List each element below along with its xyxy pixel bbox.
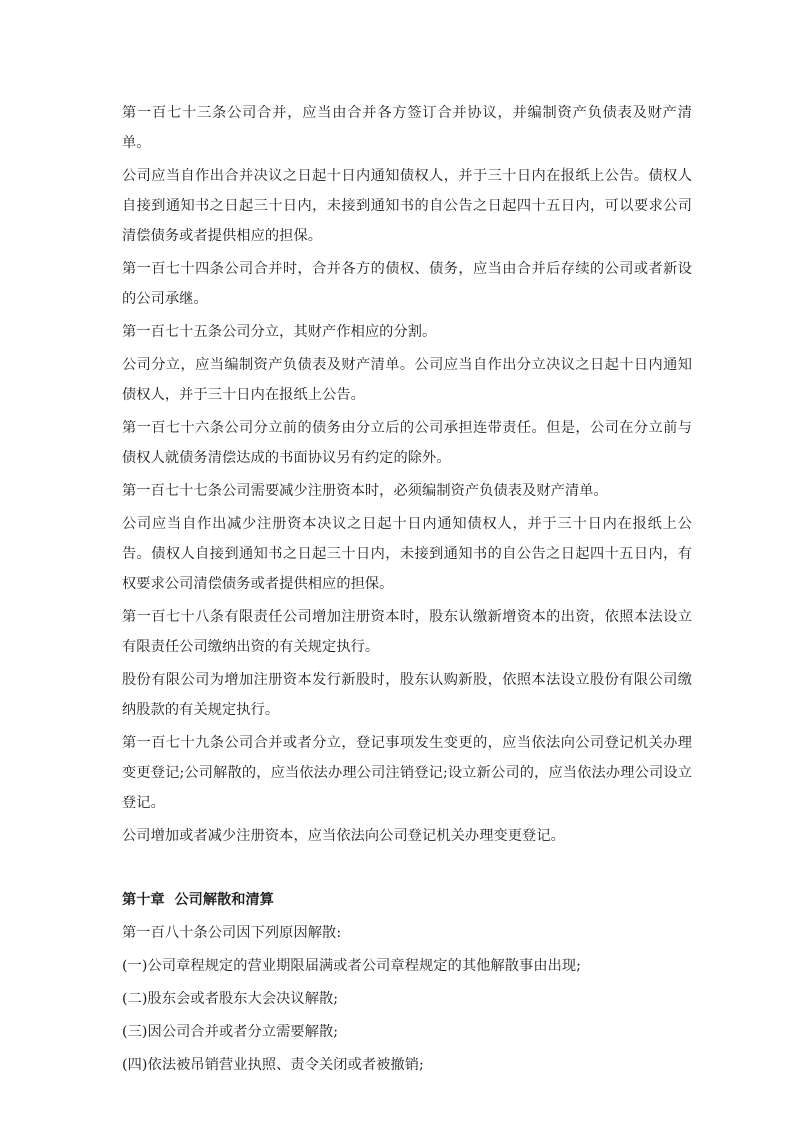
document-body — [122, 98, 692, 1083]
article-180: 第一百八十条公司因下列原因解散: — [122, 925, 342, 941]
list-item: (四)依法被吊销营业执照、责令关闭或者被撤销; — [122, 1057, 424, 1073]
article-175-notice: 公司分立，应当编制资产负债表及财产清单。公司应当自作出分立决议之日起十日内通知债权人，并于三十日内在报纸上公告。 — [122, 357, 692, 403]
list-item: (二)股东会或者股东大会决议解散; — [122, 991, 339, 1007]
list-item: (一)公司章程规定的营业期限届满或者公司章程规定的其他解散事由出现; — [122, 958, 582, 974]
article-175: 第一百七十五条公司分立，其财产作相应的分割。 — [122, 324, 437, 340]
article-179-capital: 公司增加或者减少注册资本，应当依法向公司登记机关办理变更登记。 — [122, 828, 565, 844]
chapter-heading: 第十章 公司解散和清算 — [122, 892, 274, 908]
article-173-notice: 公司应当自作出合并决议之日起十日内通知债权人，并于三十日内在报纸上公告。债权人自接到通知书之日起三十日内，未接到通知书的自公告之日起四十五日内，可以要求公司清偿债务或者提供相应的担保。 — [122, 168, 692, 244]
article-173: 第一百七十三条公司合并，应当由合并各方签订合并协议，并编制资产负债表及财产清单。 — [122, 105, 692, 151]
article-178-shares: 股份有限公司为增加注册资本发行新股时，股东认购新股，依照本法设立股份有限公司缴纳股款的有关规定执行。 — [122, 672, 692, 718]
article-176: 第一百七十六条公司分立前的债务由分立后的公司承担连带责任。但是，公司在分立前与债权人就债务清偿达成的书面协议另有约定的除外。 — [122, 420, 692, 466]
article-177: 第一百七十七条公司需要减少注册资本时，必须编制资产负债表及财产清单。 — [122, 483, 608, 499]
article-174: 第一百七十四条公司合并时，合并各方的债权、债务，应当由合并后存续的公司或者新设的公司承继。 — [122, 261, 692, 307]
list-item: (三)因公司合并或者分立需要解散; — [122, 1024, 339, 1040]
article-177-notice: 公司应当自作出减少注册资本决议之日起十日内通知债权人，并于三十日内在报纸上公告。债权人自接到通知书之日起三十日内，未接到通知书的自公告之日起四十五日内，有权要求公司清偿债务或者提供相应的担保。 — [122, 516, 692, 592]
article-179: 第一百七十九条公司合并或者分立，登记事项发生变更的，应当依法向公司登记机关办理变更登记;公司解散的，应当依法办理公司注销登记;设立新公司的，应当依法办理公司设立登记。 — [122, 735, 692, 811]
article-178: 第一百七十八条有限责任公司增加注册资本时，股东认缴新增资本的出资，依照本法设立有限责任公司缴纳出资的有关规定执行。 — [122, 609, 692, 655]
